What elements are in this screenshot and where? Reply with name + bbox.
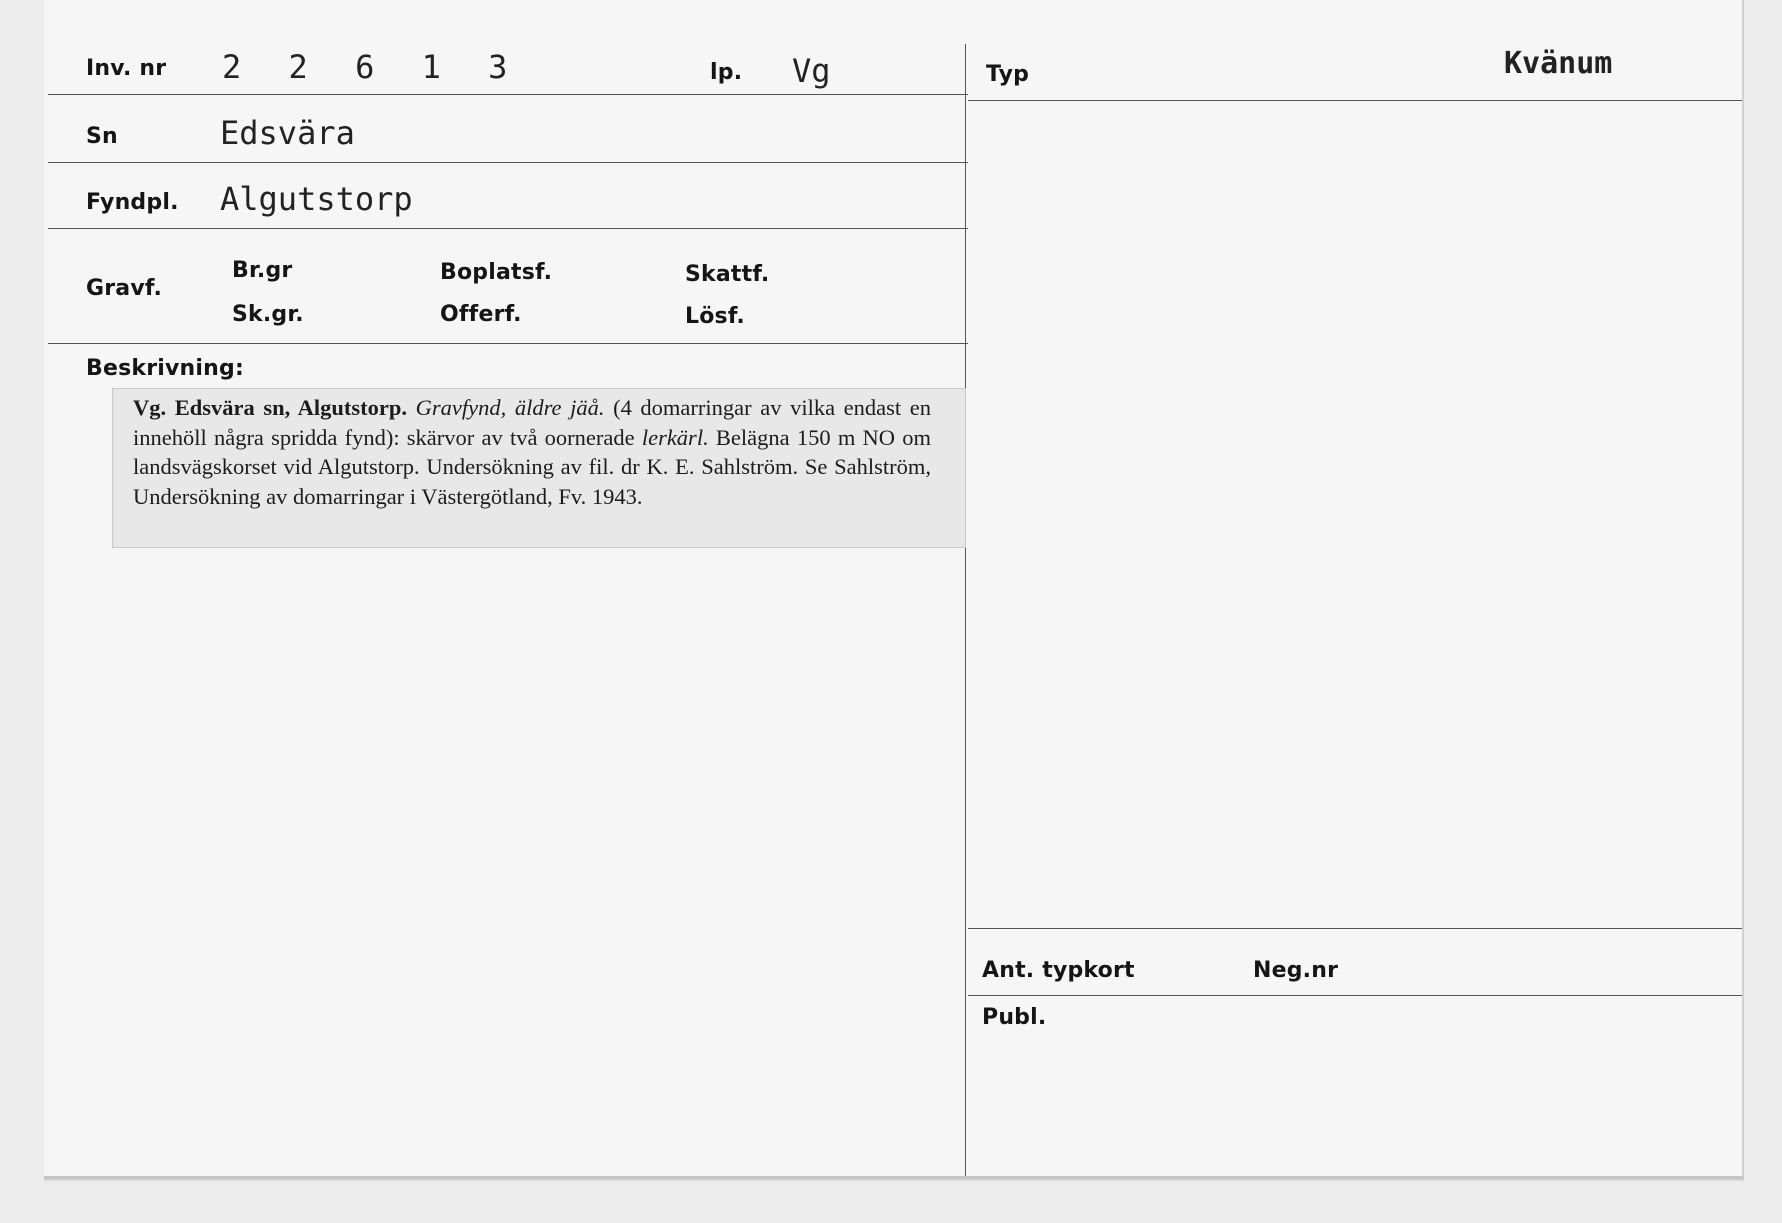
inv-nr-label: Inv. nr — [86, 56, 167, 81]
neg-nr-label: Neg.nr — [1253, 958, 1339, 983]
boplatsf-label: Boplatsf. — [440, 260, 553, 285]
divider-ant-typkort — [968, 928, 1742, 929]
sn-label: Sn — [86, 124, 118, 149]
brgr-label: Br.gr — [232, 258, 293, 283]
fyndpl-label: Fyndpl. — [86, 190, 179, 215]
divider-publ — [968, 995, 1742, 996]
description-find-type: Gravfynd, äldre jäå. — [415, 395, 605, 420]
gravf-label: Gravf. — [86, 276, 163, 301]
description-clipping — [112, 388, 966, 548]
column-divider — [965, 44, 966, 1176]
divider-inv — [48, 94, 968, 95]
publ-label: Publ. — [982, 1005, 1047, 1030]
divider-sn — [48, 162, 968, 163]
divider-fyndpl — [48, 228, 968, 229]
ant-typkort-label: Ant. typkort — [982, 958, 1135, 983]
typ-value: Kvänum — [1504, 46, 1613, 81]
description-text-2: Belägna 150 m NO om landsvägskorset vid Algutstorp. Undersökning av fil. dr K. E. Sahlström. Se Sahlström, Undersökning av domarringar i Västergötland, Fv. 1943. — [133, 424, 932, 509]
description-italic-word: lerkärl. — [641, 424, 709, 450]
inv-nr-value: 2 2 6 1 3 — [222, 48, 522, 86]
archive-index-card — [44, 0, 1744, 1179]
beskrivning-label: Beskrivning: — [86, 356, 244, 381]
typ-label: Typ — [986, 62, 1030, 87]
losf-label: Lösf. — [685, 304, 745, 329]
fyndpl-value: Algutstorp — [220, 180, 413, 218]
skattf-label: Skattf. — [685, 262, 770, 287]
divider-gravf — [48, 343, 968, 344]
sn-value: Edsvära — [220, 114, 355, 152]
lp-value: Vg — [792, 52, 831, 90]
lp-label: lp. — [710, 60, 743, 85]
description-text-1: (4 domarringar av vilka endast en innehöll några spridda fynd): skärvor av två oornerade — [133, 395, 932, 450]
offerf-label: Offerf. — [440, 302, 522, 327]
description-lead: Vg. Edsvära sn, Algutstorp. — [133, 395, 407, 420]
skgr-label: Sk.gr. — [232, 302, 304, 327]
divider-typ — [968, 100, 1742, 101]
